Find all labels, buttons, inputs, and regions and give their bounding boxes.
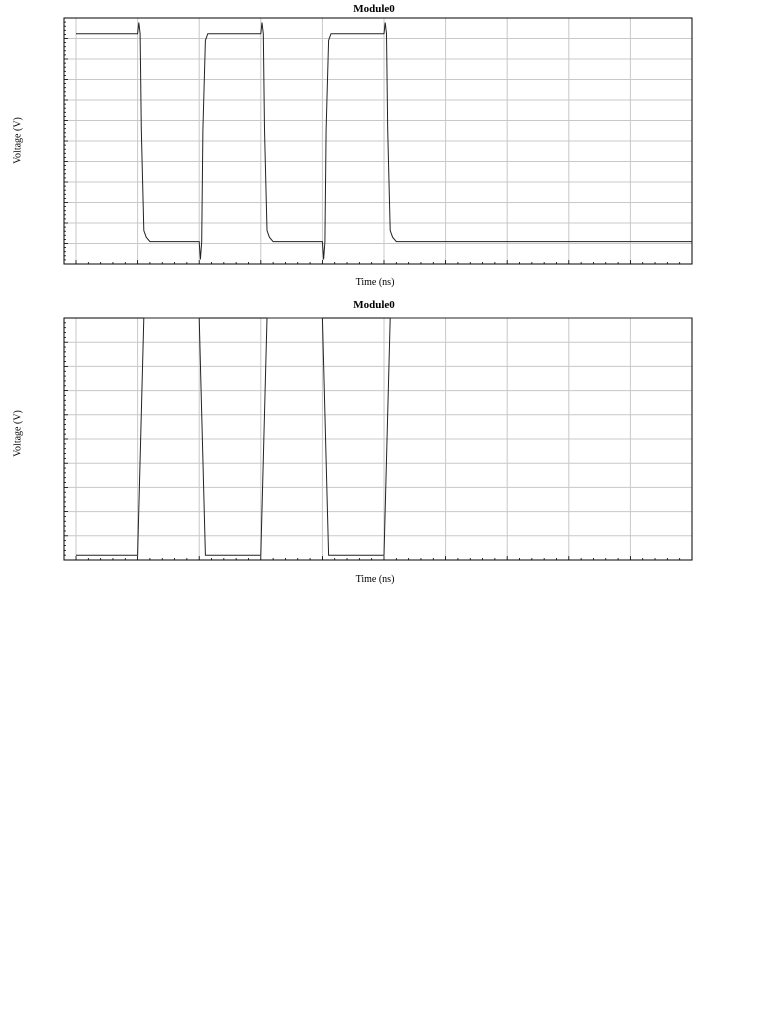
y-axis-label: Voltage (V) — [12, 117, 24, 164]
grid — [64, 318, 692, 560]
grid — [64, 18, 692, 264]
x-axis-label: Time (ns) — [355, 277, 395, 288]
plot-area-top — [0, 0, 768, 295]
chart-panel-top — [0, 0, 768, 295]
y-axis-label: Voltage (V) — [12, 410, 24, 457]
chart-title: Module0 — [353, 299, 395, 311]
x-axis-label: Time (ns) — [355, 574, 395, 585]
chart-panel-bottom — [0, 296, 768, 594]
blank-page-area — [0, 600, 768, 1024]
plot-area-bottom — [0, 296, 768, 594]
chart-title: Module0 — [353, 3, 395, 15]
